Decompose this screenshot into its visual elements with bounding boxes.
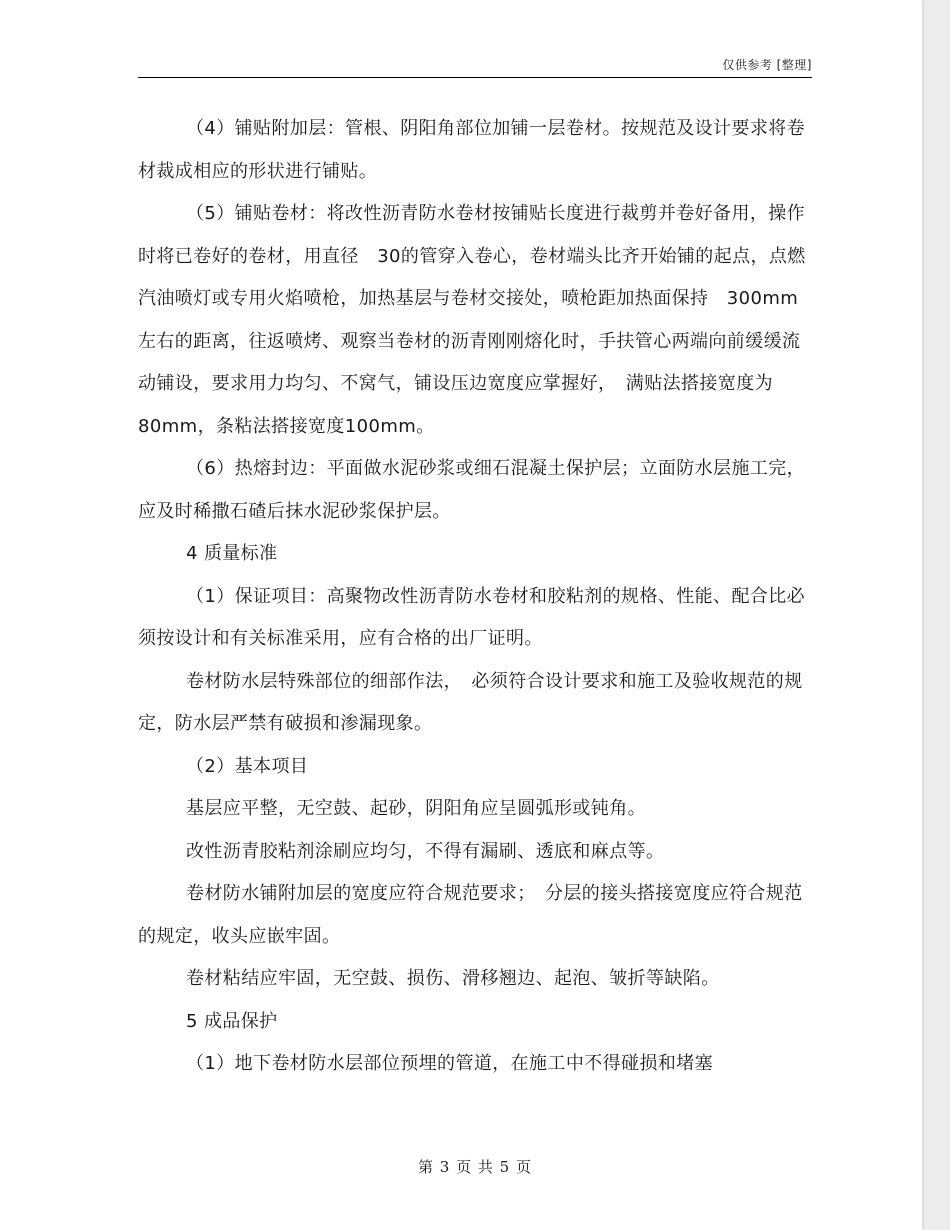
section-heading: 4 质量标准 (186, 543, 278, 564)
paragraph: （1）保证项目：高聚物改性沥青防水卷材和胶粘剂的规格、性能、配合比必须按设计和有关标准采用，应有合格的出厂证明。 (138, 585, 806, 649)
paragraph: 卷材粘结应牢固，无空鼓、损伤、滑移翘边、起泡、皱折等缺陷。 (186, 968, 720, 989)
paragraph: 卷材防水层特殊部位的细部作法， 必须符合设计要求和施工及验收规范的规定，防水层严禁有破损和渗漏现象。 (138, 670, 803, 734)
header-note: 仅供参考 [整理] (722, 58, 812, 72)
subsection-heading: （2）基本项目 (186, 755, 309, 777)
paragraph: 基层应平整，无空鼓、起砂，阴阳角应呈圆弧形或钝角。 (186, 798, 646, 819)
paragraph: （1）地下卷材防水层部位预埋的管道，在施工中不得碰损和堵塞 (186, 1053, 714, 1074)
section-heading: 5 成品保护 (186, 1010, 278, 1032)
paragraph: （6）热熔封边：平面做水泥砂浆或细石混凝土保护层；立面防水层施工完，应及时稀撒石碴后抹水泥砂浆保护层。 (138, 458, 806, 522)
page-number: 第 3 页 共 5 页 (418, 1158, 532, 1176)
paragraph: 改性沥青胶粘剂涂刷应均匀，不得有漏刷、透底和麻点等。 (186, 840, 665, 862)
paragraph: 卷材防水铺附加层的宽度应符合规范要求； 分层的接头搭接宽度应符合规范的规定，收头应嵌牢固。 (138, 883, 803, 947)
header-divider (138, 77, 812, 78)
paragraph: （5）铺贴卷材：将改性沥青防水卷材按铺贴长度进行裁剪并卷好备用，操作时将已卷好的卷材，用直径 30的管穿入卷心，卷材端头比齐开始铺的起点，点燃汽油喷灯或专用火焰喷枪，加热基层与卷材交接处，喷枪距加热面保持 300mm左右的距离，往返喷烤、观察当卷材的沥青刚刚熔化时，手扶管心两端向前缓缓流动铺设，要求用力均匀、不窝气，铺设压边宽度应掌握好， 满贴法搭接宽度为 80mm，条粘法搭接宽度100mm。 (138, 203, 806, 437)
document-body (138, 108, 808, 1086)
paragraph: （4）铺贴附加层：管根、阴阳角部位加铺一层卷材。按规范及设计要求将卷材裁成相应的形状进行铺贴。 (138, 118, 806, 182)
